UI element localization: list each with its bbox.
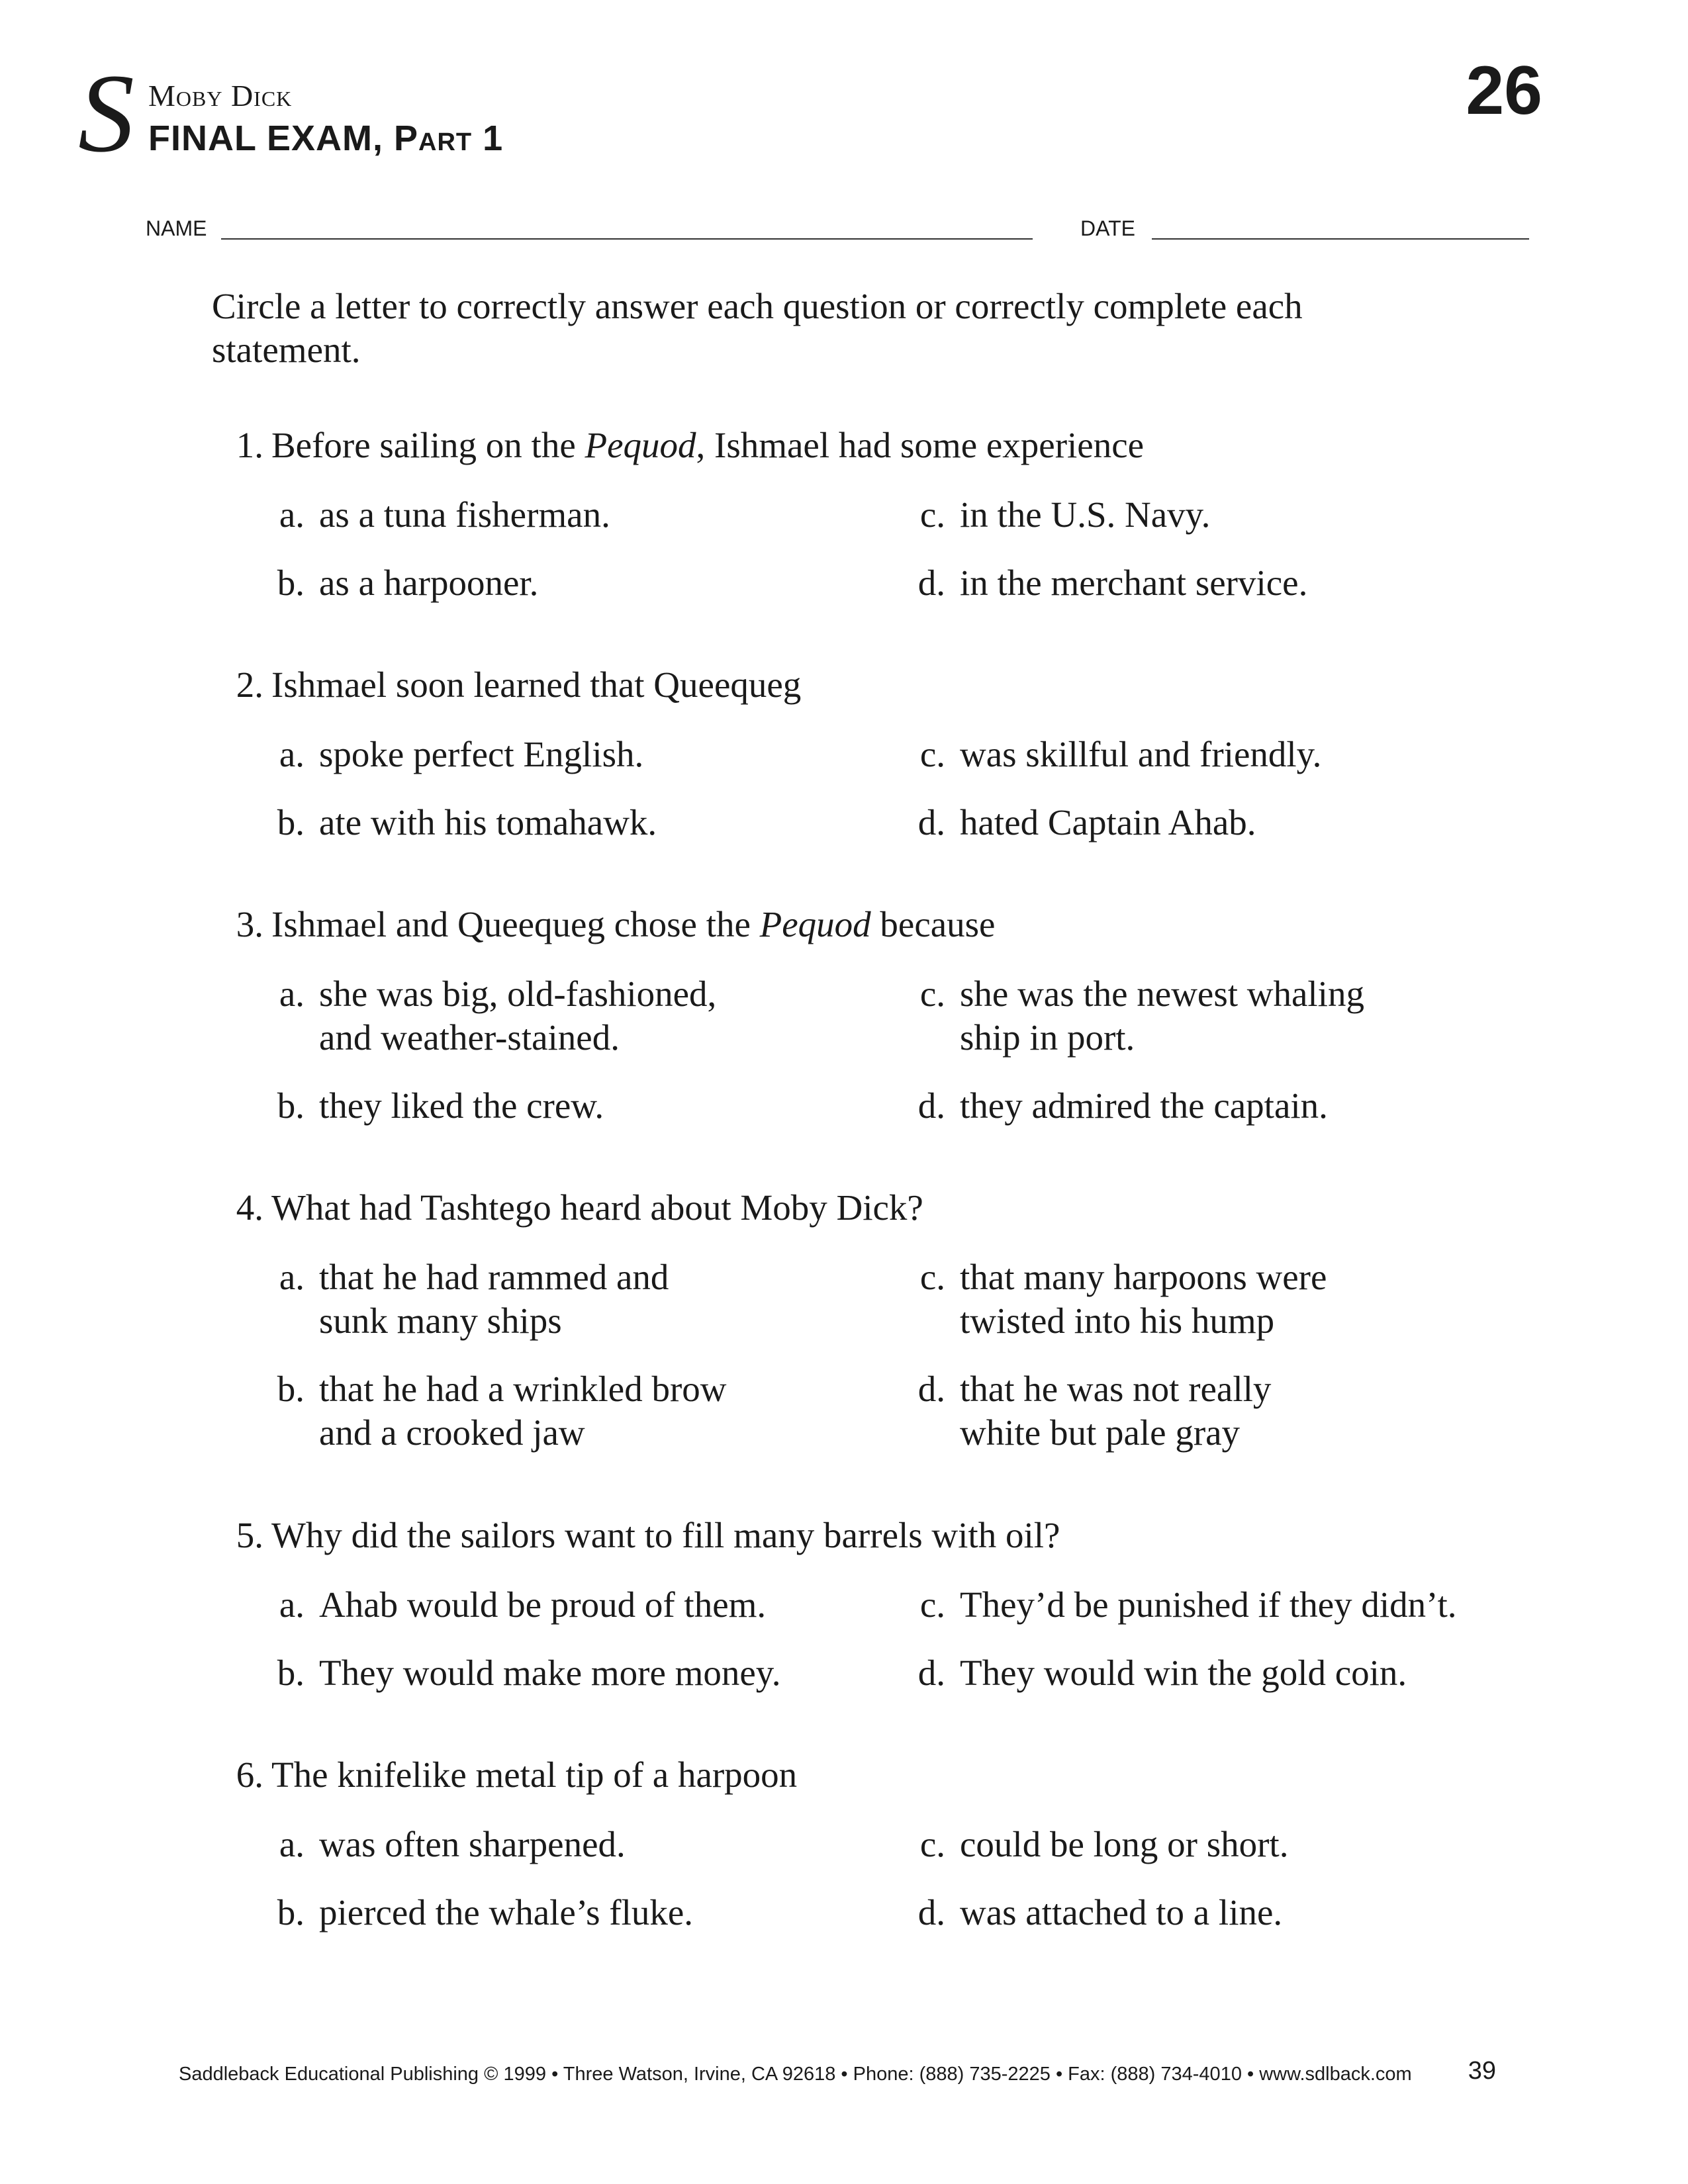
series-title: Moby Dick [148,79,293,113]
publisher-logo [73,66,152,165]
option-text: that he had rammed and sunk many ships [319,1257,669,1341]
page-number: 39 [1468,2057,1496,2085]
option-letter: b. [277,1369,305,1409]
option-letter: a. [279,1584,305,1625]
option-letter: c. [919,1584,945,1625]
date-field[interactable] [1152,238,1529,240]
question-text: Before sailing on the Pequod, Ishmael had some experience [271,425,1145,465]
option-letter: a. [279,974,305,1014]
option-text: was skillful and friendly. [960,734,1322,774]
option-letter: a. [279,1257,305,1297]
option-letter: c. [919,494,945,535]
option-text: she was the newest whaling ship in port. [960,974,1364,1058]
question-text: Ishmael and Queequeg chose the Pequod because [271,904,996,944]
question-number: 1. [236,425,263,465]
option-letter: c. [919,974,945,1014]
option-text: as a tuna fisherman. [319,494,610,535]
question-number: 5. [236,1515,263,1555]
option-letter: c. [919,1257,945,1297]
option-letter: c. [919,1824,945,1864]
option-text: They’d be punished if they didn’t. [960,1584,1457,1625]
option-letter: d. [917,1653,945,1693]
name-field[interactable] [221,238,1033,240]
question-text: Ishmael soon learned that Queequeg [271,664,802,705]
question-text: Why did the sailors want to fill many barrels with oil? [271,1515,1060,1555]
option-text: in the U.S. Navy. [960,494,1211,535]
option-letter: d. [917,1369,945,1409]
option-text: was often sharpened. [319,1824,626,1864]
option-text: they liked the crew. [319,1085,604,1126]
option-letter: d. [917,802,945,842]
question-number: 4. [236,1187,263,1228]
option-text: they admired the captain. [960,1085,1328,1126]
option-text: Ahab would be proud of them. [319,1584,767,1625]
date-label: DATE [1080,216,1135,240]
option-text: in the merchant service. [960,563,1308,603]
option-letter: a. [279,734,305,774]
option-letter: b. [277,1085,305,1126]
option-text: hated Captain Ahab. [960,802,1256,842]
option-letter: b. [277,1892,305,1933]
option-letter: d. [917,1085,945,1126]
option-letter: d. [917,1892,945,1933]
svg-text:S: S [78,66,134,165]
option-letter: c. [919,734,945,774]
option-text: as a harpooner. [319,563,539,603]
question-number: 6. [236,1754,263,1795]
question-text: The knifelike metal tip of a harpoon [271,1754,798,1795]
option-letter: b. [277,1653,305,1693]
option-letter: a. [279,1824,305,1864]
publisher-footer: Saddleback Educational Publishing © 1999 • Three Watson, Irvine, CA 92618 • Phone: (888) 735-2225 • Fax: (888) 734-4010 • www.sdlback.com [179,2064,1412,2085]
option-text: could be long or short. [960,1824,1289,1864]
option-text: ate with his tomahawk. [319,802,657,842]
option-text: that many harpoons were twisted into his hump [960,1257,1327,1341]
option-text: pierced the whale’s fluke. [319,1892,694,1933]
option-letter: b. [277,802,305,842]
question-text: What had Tashtego heard about Moby Dick? [271,1187,923,1228]
question-number: 2. [236,664,263,705]
option-letter: d. [917,563,945,603]
option-text: was attached to a line. [960,1892,1283,1933]
option-letter: b. [277,563,305,603]
question-number: 3. [236,904,263,944]
option-text: she was big, old-fashioned, and weather-stained. [319,974,717,1058]
option-text: They would make more money. [319,1653,781,1693]
option-text: that he had a wrinkled brow and a crooked jaw [319,1369,727,1453]
instructions: Circle a letter to correctly answer each question or correctly complete each statement. [212,286,1303,370]
option-letter: a. [279,494,305,535]
exam-title: FINAL EXAM, Part 1 [148,118,504,158]
name-label: NAME [146,216,207,240]
option-text: They would win the gold coin. [960,1653,1407,1693]
unit-number: 26 [1466,52,1542,129]
option-text: that he was not really white but pale gray [960,1369,1272,1453]
option-text: spoke perfect English. [319,734,644,774]
